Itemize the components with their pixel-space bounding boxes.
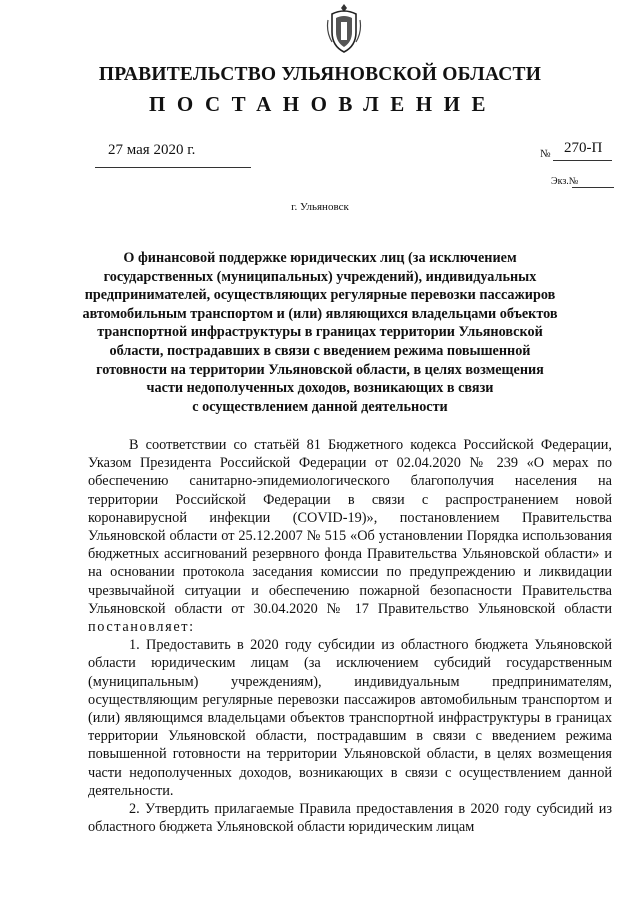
document-number: 270-П bbox=[564, 140, 603, 156]
title-line: готовности на территории Ульяновской области, в целях возмещения bbox=[96, 361, 544, 378]
title-line: с осуществлением данной деятельности bbox=[192, 398, 448, 415]
document-date: 27 мая 2020 г. bbox=[108, 142, 196, 158]
preamble-text: В соответствии со статьёй 81 Бюджетного кодекса Российской Федерации, Указом Президента Российской Федерации от 02.04.2020 № 239 «О мерах по обеспечению санитарно-эпидемиологического благополучия населения на территории Российской Федерации в связи с распространением новой коронавирусной инфекции (COVID-19)», постановлением Правительства Ульяновской области от 25.12.2007 № 515 «Об установлении Порядка использования бюджетных ассигнований резервного фонда Правительства Ульяновской области» и на основании протокола заседания комиссии по предупреждению и ликвидации чрезвычайной ситуации и обеспечению пожарной безопасности Правительства Ульяновской области от 30.04.2020 № 17 Правительство Ульяновской области bbox=[88, 437, 612, 617]
title-line: государственных (муниципальных) учреждений), индивидуальных bbox=[103, 268, 537, 285]
document-title bbox=[80, 249, 560, 416]
item-2-paragraph: 2. Утвердить прилагаемые Правила предоставления в 2020 году субсидий из областного бюджета Ульяновской области юридическим лицам bbox=[88, 801, 612, 836]
number-underline bbox=[553, 160, 612, 161]
item-1-paragraph: 1. Предоставить в 2020 году субсидии из областного бюджета Ульяновской области юридическим лицам (за исключением субсидий государственным (муниципальным) учреждениям), индивидуальным предпринимателям, осуществляющим регулярные перевозки пассажиров автомобильным транспортом и (или) являющимся владельцами объектов транспортной инфраструктуры в границах территории Ульяновской области, пострадавшим в связи с введением режима повышенной готовности на территории Ульяновской области, в целях возмещения части недополученных доходов, возникающих в связи с осуществлением данной деятельности. bbox=[88, 637, 612, 799]
title-line: области, пострадавших в связи с введением режима повышенной bbox=[109, 342, 531, 359]
title-line: автомобильным транспортом и (или) являющихся владельцами объектов bbox=[82, 305, 558, 322]
title-line: транспортной инфраструктуры в границах территории Ульяновской bbox=[97, 324, 543, 341]
title-line: части недополученных доходов, возникающих в связи bbox=[146, 380, 494, 397]
title-line: предпринимателей, осуществляющих регулярные перевозки пассажиров bbox=[84, 287, 556, 304]
document-body bbox=[88, 436, 612, 836]
city-label: г. Ульяновск bbox=[291, 201, 349, 213]
copy-number-label: Экз.№ bbox=[551, 176, 579, 187]
government-heading: ПРАВИТЕЛЬСТВО УЛЬЯНОВСКОЙ ОБЛАСТИ bbox=[98, 64, 542, 85]
document-type-heading: ПОСТАНОВЛЕНИЕ bbox=[149, 92, 497, 116]
resolves-keyword: постановляет: bbox=[88, 619, 195, 636]
copy-number-underline bbox=[572, 187, 614, 188]
date-underline bbox=[95, 167, 251, 168]
coat-of-arms-emblem bbox=[326, 2, 362, 54]
title-line: О финансовой поддержке юридических лиц (за исключением bbox=[123, 250, 517, 266]
preamble-paragraph bbox=[88, 436, 612, 636]
number-sign: № bbox=[540, 148, 551, 160]
